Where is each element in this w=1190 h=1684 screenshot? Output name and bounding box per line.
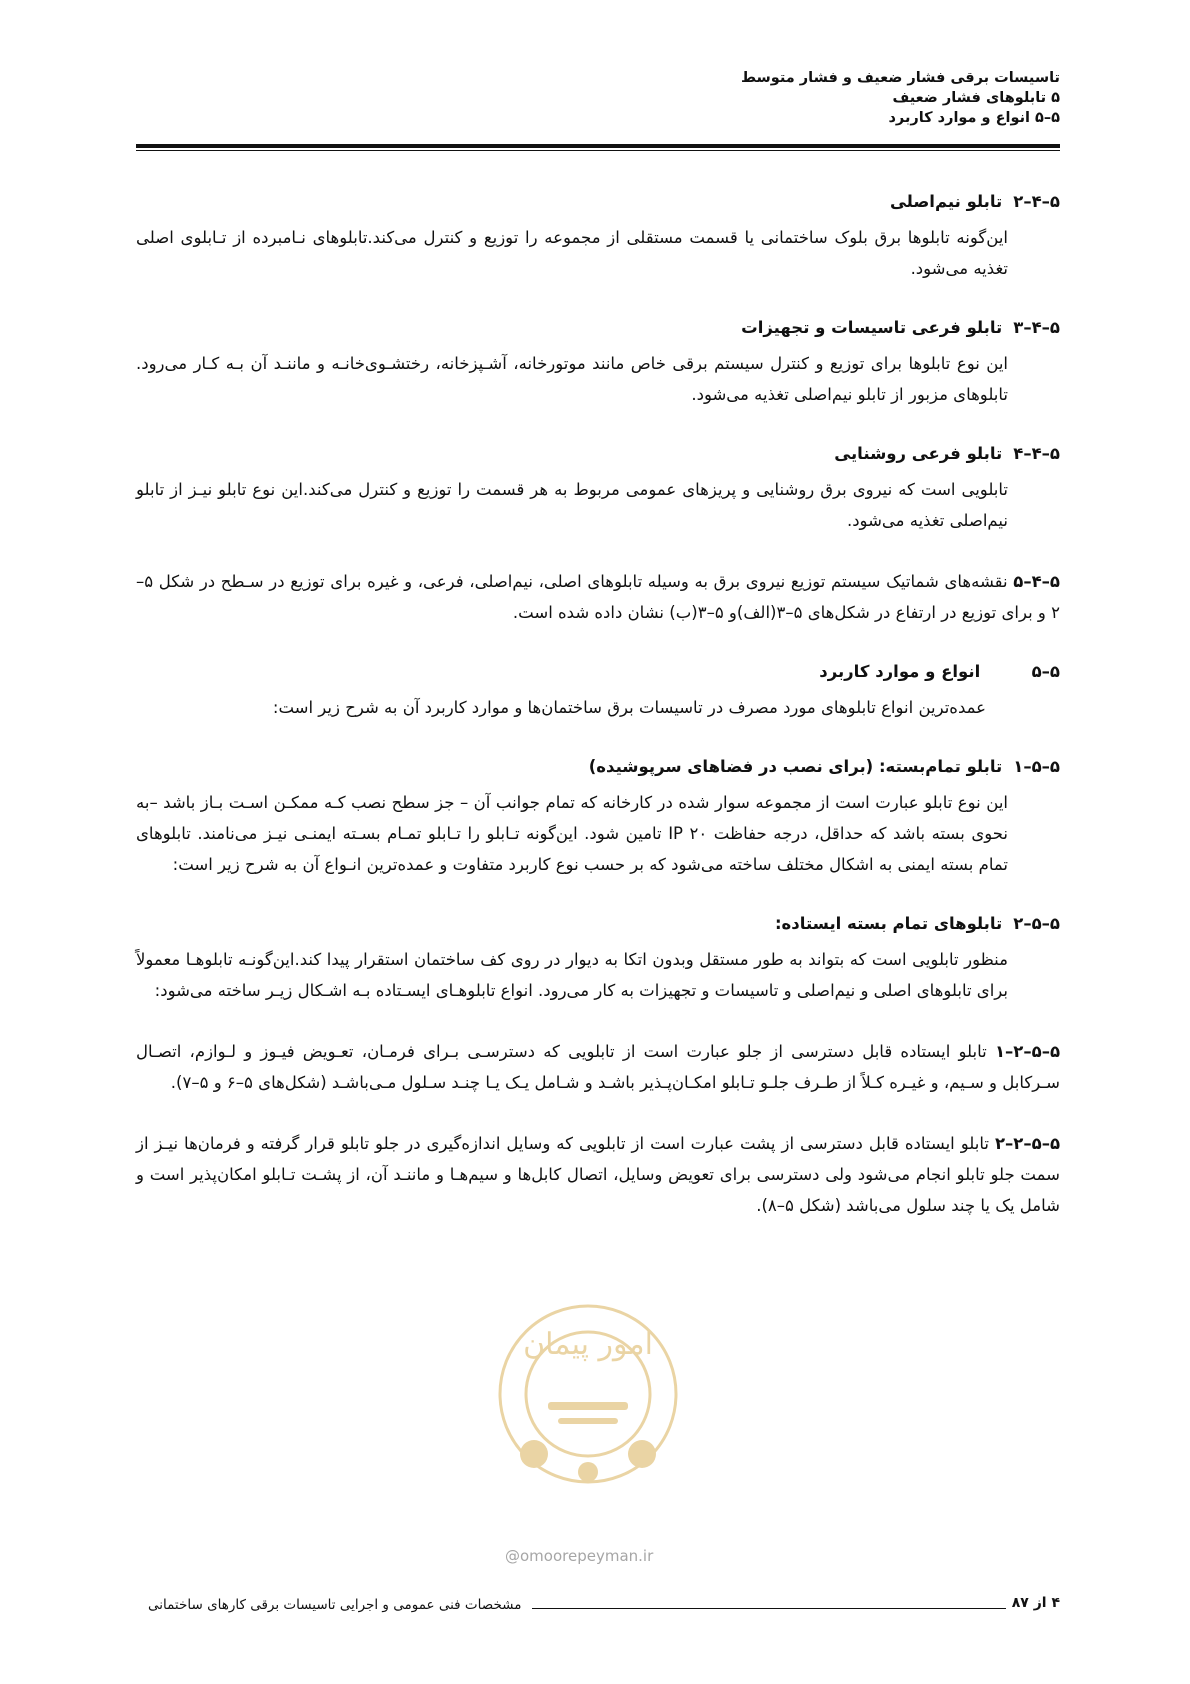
section-number: ۵–۵ — [1031, 662, 1060, 681]
numbered-paragraph-5-5-2-1 — [136, 1036, 1060, 1098]
section-heading — [136, 314, 1060, 342]
section-body: تابلویی است که نیروی برق روشنایی و پریزهای عمومی مربوط به هر قسمت را توزیع و کنترل می‌کند.این نوع تابلو نیـز از تابلو نیم‌اصلی تغذیه می‌شود. — [136, 480, 1008, 530]
section-title: تابلوهای تمام بسته ایستاده: — [774, 914, 1003, 933]
section-title: تابلو فرعی تاسیسات و تجهیزات — [741, 318, 1003, 337]
section-body: این‌گونه تابلوها برق بلوک ساختمانی یا قسمت مستقلی از مجموعه را توزیع و کنترل می‌کند.تابلوهای نـامبرده از تـابلوی اصلی تغذیه می‌شود. — [136, 228, 1008, 278]
section-heading — [136, 440, 1060, 468]
paragraph-number: ۵–۵–۲–۱ — [994, 1042, 1061, 1061]
section-5-4-4 — [136, 440, 1060, 536]
section-number: ۵–۴–۳ — [1013, 318, 1060, 337]
watermark-logo-text: امور پیمان — [523, 1327, 653, 1362]
section-body: عمده‌ترین انواع تابلوهای مورد مصرف در تاسیسات برق ساختمان‌ها و موارد کاربرد آن به شرح زیر است: — [272, 698, 986, 717]
section-number: ۵–۴–۴ — [1013, 444, 1060, 463]
section-body: منظور تابلویی است که بتواند به طور مستقل وبدون اتکا به دیوار در روی کف ساختمان استقرار پیدا کند.این‌گونـه تابلوهـا معمولاً برای تابلوهای اصلی و نیم‌اصلی و تاسیسات و تجهیزات به کار می‌رود. انواع تابلوهـای ایسـتاده بـه اشـکال زیـر ساخته می‌شود: — [136, 950, 1008, 1000]
section-heading — [136, 753, 1060, 781]
header-line-1: تاسیسات برقی فشار ضعیف و فشار متوسط — [740, 70, 1060, 86]
running-header — [741, 68, 1060, 128]
section-heading — [136, 658, 1060, 686]
header-divider-thin — [136, 150, 1060, 151]
paragraph-number: ۵–۵–۲–۲ — [994, 1134, 1061, 1153]
header-line-3: ۵–۵ انواع و موارد کاربرد — [888, 110, 1060, 126]
section-title: انواع و موارد کاربرد — [819, 662, 981, 681]
watermark-logo-icon — [488, 1282, 688, 1502]
section-5-4-3 — [136, 314, 1060, 410]
section-body: این نوع تابلوها برای توزیع و کنترل سیستم برقی خاص مانند موتورخانه، آشـپزخانه، رختشـوی‌خانـه و ماننـد آن بـه کـار می‌رود. تابلوهای مزبور از تابلو نیم‌اصلی تغذیه می‌شود. — [136, 354, 1008, 404]
section-title: تابلو فرعی روشنایی — [834, 444, 1003, 463]
section-5-5 — [136, 658, 1060, 723]
section-heading — [136, 188, 1060, 216]
main-content — [136, 188, 1060, 1251]
watermark-caption: @omoorepeyman.ir — [505, 1547, 654, 1565]
section-heading — [136, 910, 1060, 938]
header-line-2: ۵ تابلوهای فشار ضعیف — [892, 90, 1060, 106]
paragraph-number: ۵–۴–۵ — [1013, 572, 1060, 591]
header-divider-thick — [136, 144, 1060, 148]
section-5-5-1 — [136, 753, 1060, 880]
paragraph-body: تابلو ایستاده قابل دسترسی از پشت عبارت است از تابلویی که وسایل اندازه‌گیری در جلو تابلو قرار گرفته و فرمان‌ها نیـز از سمت جلو تابلو انجام می‌شود ولی دسترسی برای تعویض وسایل، اتصال کابل‌ها و سیم‌هـا و ماننـد آن، از پشـت تـابلو امکان‌پذیر است و شامل یک یا چند سلول می‌باشد (شکل ۵–۸). — [136, 1134, 1060, 1215]
section-5-5-2 — [136, 910, 1060, 1006]
section-number: ۵–۵–۱ — [1013, 757, 1060, 776]
paragraph-body: نقشه‌های شماتیک سیستم توزیع نیروی برق به وسیله تابلوهای اصلی، نیم‌اصلی، فرعی، و غیره برای توزیع در سـطح در شکل ۵–۲ و برای توزیع در ارتفاع در شکل‌های ۵–۳(الف)و ۵–۳(ب) نشان داده شده است. — [136, 572, 1060, 622]
numbered-paragraph-5-4-5 — [136, 566, 1060, 628]
section-title: تابلو نیم‌اصلی — [889, 192, 1003, 211]
paragraph-body: تابلو ایستاده قابل دسترسی از جلو عبارت است از تابلویی که دسترسـی بـرای فرمـان، تعـویض فیـوز و لـوازم، اتصـال سـرکابل و سـیم، و غیـره کـلاً از طـرف جلـو تـابلو امکـان‌پـذیر باشـد و شـامل یـک یـا چنـد سـلول مـی‌باشـد (شکل‌های ۵–۶ و ۵–۷). — [136, 1042, 1060, 1092]
numbered-paragraph-5-5-2-2 — [136, 1128, 1060, 1221]
section-body: این نوع تابلو عبارت است از مجموعه سوار شده در کارخانه که تمام جوانب آن – جز سطح نصب کـه ممکـن اسـت بـاز باشد –به نحوی بسته باشد که حداقل، درجه حفاظت IP ۲۰ تامین شود. این‌گونه تـابلو را تـابلو تمـام بسـته ایمنـی نیـز می‌نامند. تابلوهای تمام بسته ایمنی به اشکال مختلف ساخته می‌شود که بر حسب نوع کاربرد متفاوت و عمده‌ترین انـواع آن به شرح زیر است: — [136, 793, 1009, 874]
section-number: ۵–۴–۲ — [1013, 192, 1060, 211]
section-5-4-2 — [136, 188, 1060, 284]
section-number: ۵–۵–۲ — [1013, 914, 1060, 933]
footer-document-title: مشخصات فنی عمومی و اجرایی تاسیسات برقی کارهای ساختمانی — [144, 1597, 532, 1613]
section-title: تابلو تمام‌بسته: (برای نصب در فضاهای سرپوشیده) — [588, 757, 1003, 776]
page-indicator: ۴ از ۸۷ — [1006, 1595, 1060, 1611]
